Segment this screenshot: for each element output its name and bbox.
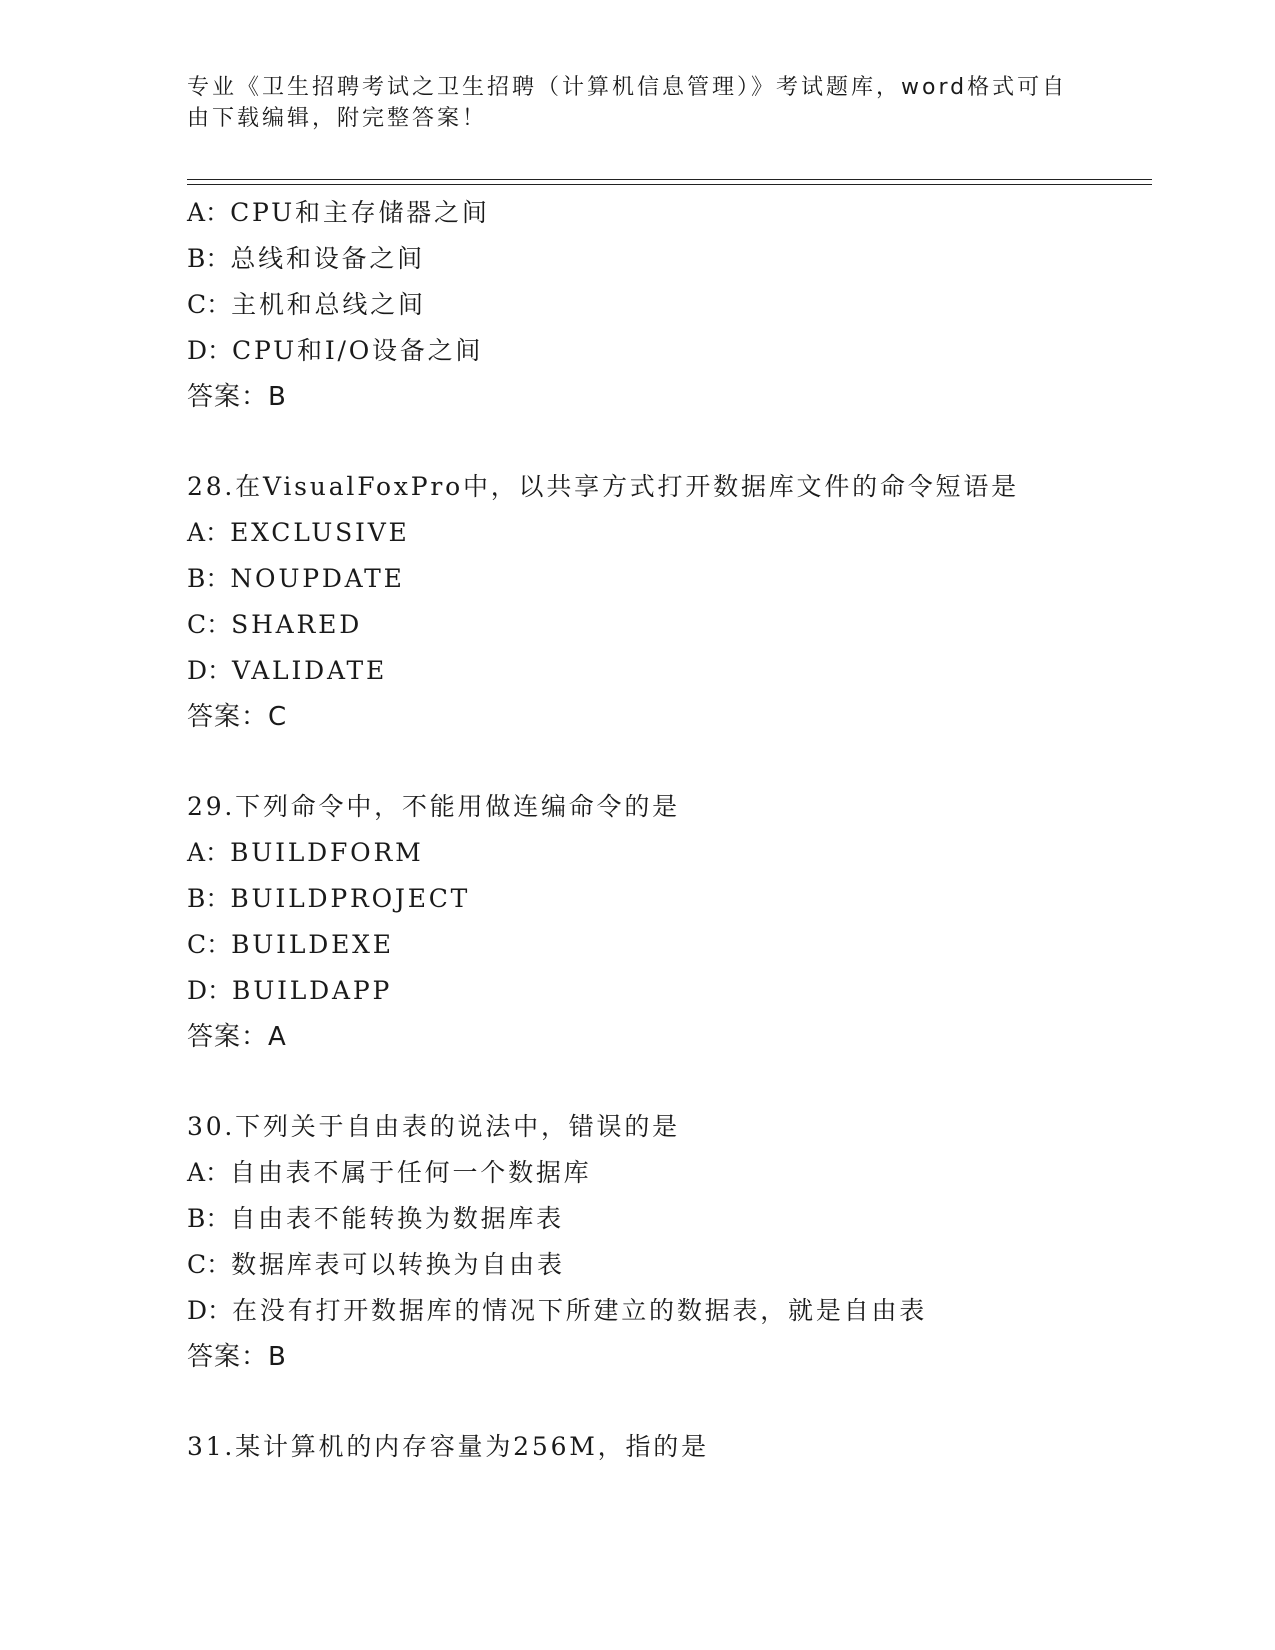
option-letter: D： xyxy=(187,336,233,365)
answer-label: 答案： xyxy=(187,1022,269,1052)
answer-label: 答案： xyxy=(187,702,269,732)
option-b xyxy=(187,1196,1187,1242)
answer-line xyxy=(187,374,1187,420)
question-27 xyxy=(187,190,1187,420)
spacer xyxy=(187,420,1187,464)
option-text: BUILDFORM xyxy=(230,838,424,867)
answer-value: A xyxy=(268,1022,287,1052)
option-d xyxy=(187,328,1187,374)
option-text: 在没有打开数据库的情况下所建立的数据表，就是自由表 xyxy=(232,1296,928,1325)
option-text: BUILDEXE xyxy=(231,930,394,959)
option-text: CPU和I/O设备之间 xyxy=(232,336,484,365)
option-b xyxy=(187,556,1187,602)
option-c xyxy=(187,282,1187,328)
option-c xyxy=(187,922,1187,968)
option-a xyxy=(187,190,1187,236)
option-text: 总线和设备之间 xyxy=(230,244,425,273)
spacer xyxy=(187,1060,1187,1104)
header-divider-bottom xyxy=(187,184,1152,185)
question-30 xyxy=(187,1104,1187,1380)
option-text: SHARED xyxy=(231,610,363,639)
spacer xyxy=(187,740,1187,784)
spacer xyxy=(187,1380,1187,1424)
header-line-1: 专业《卫生招聘考试之卫生招聘（计算机信息管理）》考试题库，word格式可自 xyxy=(187,75,1068,100)
option-letter: D： xyxy=(187,656,233,685)
question-28 xyxy=(187,464,1187,740)
option-letter: C： xyxy=(187,930,232,959)
option-d xyxy=(187,1288,1187,1334)
option-text: 自由表不属于任何一个数据库 xyxy=(230,1158,592,1187)
answer-label: 答案： xyxy=(187,1342,269,1372)
option-text: CPU和主存储器之间 xyxy=(230,198,490,227)
question-stem: 30.下列关于自由表的说法中，错误的是 xyxy=(187,1112,680,1141)
header-line-2: 由下载编辑，附完整答案！ xyxy=(187,106,488,131)
answer-value: C xyxy=(268,702,288,732)
option-c xyxy=(187,1242,1187,1288)
option-text: NOUPDATE xyxy=(230,564,405,593)
question-stem: 31.某计算机的内存容量为256M，指的是 xyxy=(187,1432,709,1461)
question-stem: 28.在VisualFoxPro中，以共享方式打开数据库文件的命令短语是 xyxy=(187,472,1019,501)
option-letter: C： xyxy=(187,290,232,319)
question-list xyxy=(187,190,1187,1470)
answer-line xyxy=(187,1014,1187,1060)
question-31 xyxy=(187,1424,1187,1470)
option-letter: D： xyxy=(187,976,233,1005)
option-d xyxy=(187,968,1187,1014)
question-29 xyxy=(187,784,1187,1060)
option-c xyxy=(187,602,1187,648)
option-letter: A： xyxy=(187,198,231,227)
option-text: 自由表不能转换为数据库表 xyxy=(230,1204,564,1233)
option-a xyxy=(187,830,1187,876)
option-letter: D： xyxy=(187,1296,233,1325)
option-text: 数据库表可以转换为自由表 xyxy=(231,1250,565,1279)
answer-line xyxy=(187,694,1187,740)
option-a xyxy=(187,1150,1187,1196)
option-letter: B： xyxy=(187,564,231,593)
option-letter: B： xyxy=(187,884,231,913)
option-letter: A： xyxy=(187,1158,231,1187)
option-letter: B： xyxy=(187,1204,231,1233)
option-d xyxy=(187,648,1187,694)
question-stem: 29.下列命令中，不能用做连编命令的是 xyxy=(187,792,680,821)
answer-label: 答案： xyxy=(187,382,269,412)
header-divider-top xyxy=(187,179,1152,180)
option-text: BUILDAPP xyxy=(232,976,393,1005)
option-letter: A： xyxy=(187,518,231,547)
answer-value: B xyxy=(268,382,287,412)
answer-line xyxy=(187,1334,1187,1380)
option-b xyxy=(187,236,1187,282)
document-header xyxy=(187,72,1077,134)
answer-value: B xyxy=(268,1342,287,1372)
option-text: 主机和总线之间 xyxy=(231,290,426,319)
option-letter: C： xyxy=(187,1250,232,1279)
option-text: BUILDPROJECT xyxy=(230,884,471,913)
option-text: EXCLUSIVE xyxy=(230,518,410,547)
option-letter: B： xyxy=(187,244,231,273)
option-letter: C： xyxy=(187,610,232,639)
option-letter: A： xyxy=(187,838,231,867)
option-b xyxy=(187,876,1187,922)
option-a xyxy=(187,510,1187,556)
option-text: VALIDATE xyxy=(232,656,387,685)
